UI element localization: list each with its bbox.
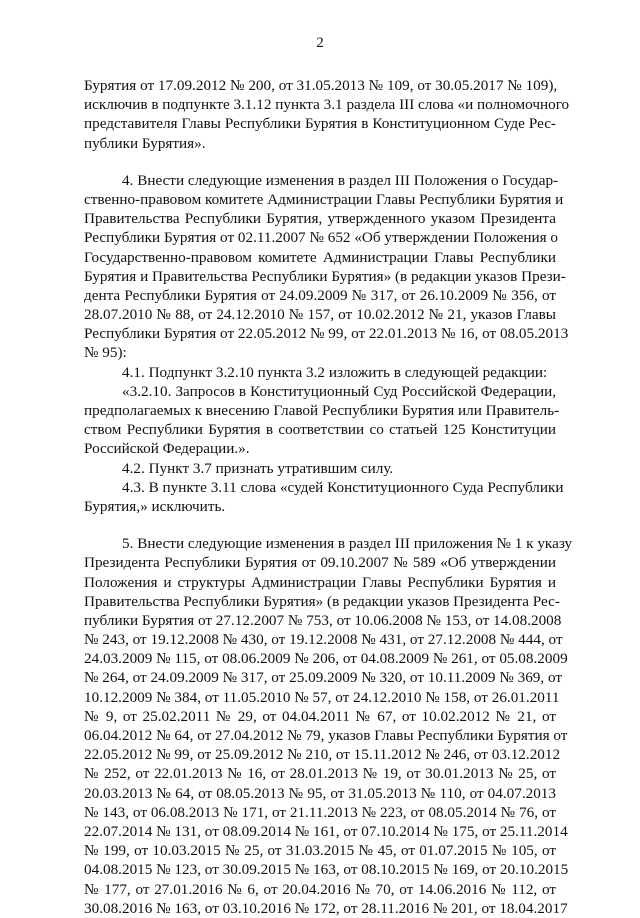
text-line: 5. Внести следующие изменения в раздел III приложения № 1 к указу: [122, 535, 573, 553]
text-line: 4.2. Пункт 3.7 признать утратившим силу.: [122, 459, 394, 477]
text-line: 4.3. В пункте 3.11 слова «судей Конституционного Суда Республики: [122, 478, 564, 496]
text-line: 04.08.2015 № 123, от 30.09.2015 № 163, от 08.10.2015 № 169, от 20.10.2015: [84, 861, 569, 879]
text-line: Республики Бурятия от 22.05.2012 № 99, от 22.01.2013 № 16, от 08.05.2013: [84, 325, 569, 343]
paragraph-item-4: [84, 171, 569, 363]
text-line: публики Бурятия от 27.12.2007 № 753, от 10.06.2008 № 153, от 14.08.2008: [84, 611, 562, 629]
paragraph-item-4-1: [84, 363, 556, 382]
text-line: Республики Бурятия от 02.11.2007 № 652 «Об утверждении Положения о: [84, 229, 559, 247]
text-line: Президента Республики Бурятия от 09.10.2007 № 589 «Об утверждении: [84, 554, 556, 572]
paragraph-item-4-3: [84, 478, 564, 516]
text-line: 06.04.2012 № 64, от 27.04.2012 № 79, указов Главы Республики Бурятия от: [84, 727, 568, 744]
text-line: 22.05.2012 № 99, от 25.09.2012 № 210, от 15.11.2012 № 246, от 03.12.2012: [84, 746, 561, 764]
text-line: Российской Федерации.».: [84, 440, 250, 458]
text-line: 22.07.2014 № 131, от 08.09.2014 № 161, от 07.10.2014 № 175, от 25.11.2014: [84, 822, 568, 840]
text-line: 30.08.2016 № 163, от 03.10.2016 № 172, от 28.11.2016 № 201, от 18.04.2017: [84, 899, 568, 917]
text-line: предполагаемых к внесению Главой Республики Бурятия или Правитель-: [84, 402, 560, 419]
text-line: № 243, от 19.12.2008 № 430, от 19.12.2008 № 431, от 27.12.2008 № 444, от: [84, 631, 563, 649]
text-line: 4.1. Подпункт 3.2.10 пункта 3.2 изложить в следующей редакции:: [122, 363, 548, 381]
paragraph-gap: [84, 153, 556, 171]
text-line: № 143, от 06.08.2013 № 171, от 21.11.2013 № 223, от 08.05.2014 № 76, от: [84, 803, 556, 821]
paragraph-item-5: [84, 534, 573, 918]
text-line: «3.2.10. Запросов в Конституционный Суд Российской Федерации,: [122, 382, 556, 400]
paragraph-continuation: [84, 76, 570, 153]
text-line: Бурятия от 17.09.2012 № 200, от 31.05.2013 № 109, от 30.05.2017 № 109),: [84, 77, 558, 94]
text-line: Правительства Республики Бурятия» (в редакции указов Президента Рес-: [84, 592, 560, 610]
paragraph-item-4-2: [84, 459, 556, 478]
page-number: 2: [316, 35, 324, 51]
paragraph-gap: [84, 516, 556, 534]
text-line: № 252, от 22.01.2013 № 16, от 28.01.2013 № 19, от 30.01.2013 № 25, от: [84, 765, 556, 783]
text-line: № 9, от 25.02.2011 № 29, от 04.04.2011 № 67, от 10.02.2012 № 21, от: [84, 707, 556, 725]
document-body: [84, 76, 573, 918]
text-line: № 177, от 27.01.2016 № 6, от 20.04.2016 № 70, от 14.06.2016 № 112, от: [84, 880, 556, 898]
text-line: исключив в подпункте 3.1.12 пункта 3.1 раздела III слова «и полномочного: [84, 96, 570, 114]
text-line: Бурятия,» исключить.: [84, 497, 226, 515]
text-line: Государственно-правовом комитете Администрации Главы Республики: [84, 248, 556, 266]
text-line: 24.03.2009 № 115, от 08.06.2009 № 206, от 04.08.2009 № 261, от 05.08.2009: [84, 650, 568, 668]
text-line: ством Республики Бурятия в соответствии со статьей 125 Конституции: [84, 421, 556, 439]
text-line: 28.07.2010 № 88, от 24.12.2010 № 157, от 10.02.2012 № 21, указов Главы: [84, 306, 556, 324]
text-line: Бурятия и Правительства Республики Бурятия» (в редакции указов Прези-: [84, 267, 566, 285]
text-line: № 199, от 10.03.2015 № 25, от 31.03.2015 № 45, от 01.07.2015 № 105, от: [84, 842, 556, 860]
paragraph-quote-3-2-10: [84, 382, 560, 459]
text-line: 20.03.2013 № 64, от 08.05.2013 № 95, от 31.05.2013 № 110, от 04.07.2013: [84, 784, 556, 802]
text-line: публики Бурятия».: [84, 134, 206, 152]
text-line: Положения и структуры Администрации Главы Республики Бурятия и: [84, 573, 556, 591]
text-line: 10.12.2009 № 384, от 11.05.2010 № 57, от 24.12.2010 № 158, от 26.01.2011: [84, 688, 560, 706]
text-line: 4. Внести следующие изменения в раздел III Положения о Государ-: [122, 171, 559, 189]
text-line: Правительства Республики Бурятия, утвержденного указом Президента: [84, 210, 556, 228]
text-line: № 264, от 24.09.2009 № 317, от 25.09.2009 № 320, от 10.11.2009 № 369, от: [84, 669, 563, 687]
text-line: ственно-правовом комитете Администрации Главы Республики Бурятия и: [84, 190, 564, 208]
text-line: дента Республики Бурятия от 24.09.2009 № 317, от 26.10.2009 № 356, от: [84, 286, 556, 304]
text-line: представителя Главы Республики Бурятия в Конституционном Суде Рес-: [84, 115, 556, 133]
text-line: № 95):: [84, 344, 127, 362]
